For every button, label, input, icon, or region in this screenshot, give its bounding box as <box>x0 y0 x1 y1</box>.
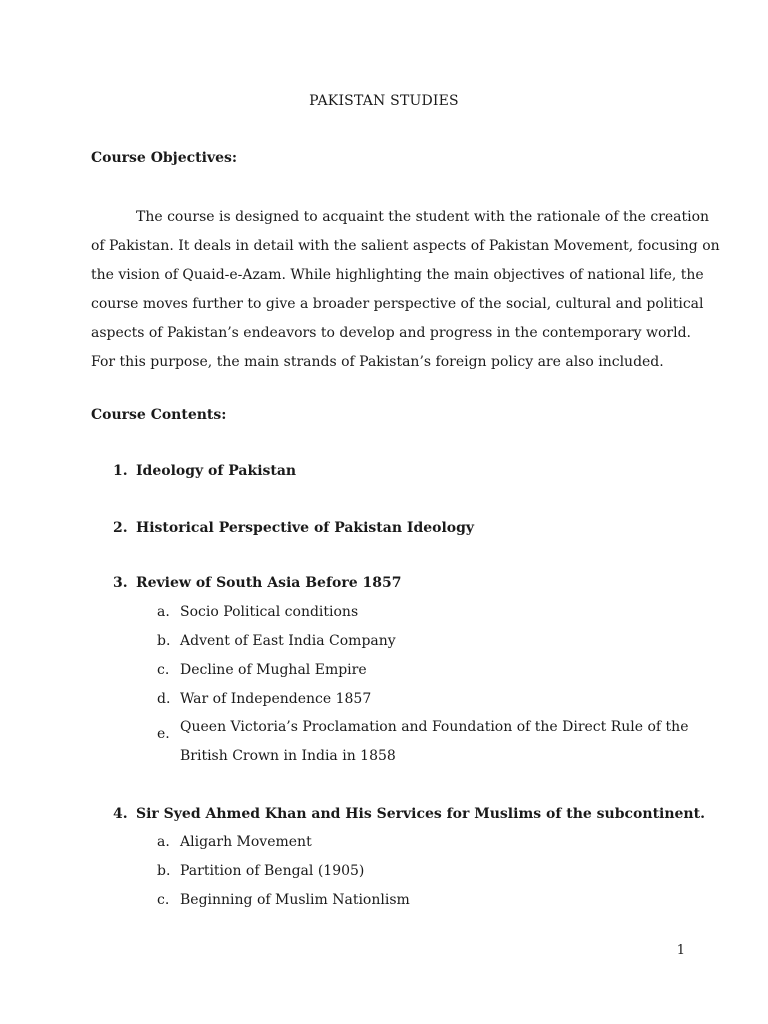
sub-item-text: Advent of East India Company <box>180 633 396 649</box>
paragraph-line: The course is designed to acquaint the student with the rationale of the creation <box>136 209 710 225</box>
document-title: PAKISTAN STUDIES <box>309 93 459 109</box>
item-label: Historical Perspective of Pakistan Ideology <box>136 520 475 536</box>
content-item-2 <box>113 520 474 536</box>
paragraph-line: course moves further to give a broader perspective of the social, cultural and political <box>91 296 704 312</box>
sub-item-line: Queen Victoria’s Proclamation and Foundation of the Direct Rule of the <box>180 719 689 735</box>
item-label: Review of South Asia Before 1857 <box>136 575 402 591</box>
sub-item <box>157 691 371 707</box>
paragraph-line: For this purpose, the main strands of Pakistan’s foreign policy are also included. <box>91 354 664 370</box>
objectives-paragraph <box>91 203 720 377</box>
sub-item <box>157 834 312 850</box>
sub-item-text: Socio Political conditions <box>180 604 359 620</box>
sub-item-text: War of Independence 1857 <box>180 691 372 707</box>
sub-item <box>157 633 396 649</box>
contents-heading: Course Contents: <box>91 407 227 423</box>
sub-item-letter: d. <box>157 691 171 707</box>
sub-item-letter: a. <box>157 834 170 850</box>
item-label: Sir Syed Ahmed Khan and His Services for Muslims of the subcontinent. <box>136 806 705 822</box>
sub-item <box>157 604 358 620</box>
item-number: 1. <box>113 463 128 479</box>
page-number: 1 <box>676 943 685 958</box>
sub-item <box>157 713 689 771</box>
sub-item-letter: b. <box>157 863 171 879</box>
item-number: 3. <box>113 575 128 591</box>
sub-item-line: British Crown in India in 1858 <box>180 748 396 764</box>
sub-item-text: Beginning of Muslim Nationlism <box>180 892 410 908</box>
sub-item-letter: c. <box>157 892 170 908</box>
sub-item-text <box>180 713 689 771</box>
sub-item <box>157 863 364 879</box>
item-label: Ideology of Pakistan <box>136 463 297 479</box>
content-item-4 <box>113 806 705 822</box>
sub-item-text: Aligarh Movement <box>180 834 312 850</box>
item-number: 2. <box>113 520 128 536</box>
sub-item-text: Decline of Mughal Empire <box>180 662 367 678</box>
sub-item-letter: b. <box>157 633 171 649</box>
content-item-3 <box>113 575 401 591</box>
paragraph-line: the vision of Quaid-e-Azam. While highlighting the main objectives of national life, the <box>91 267 704 283</box>
sub-item <box>157 892 410 908</box>
sub-item-letter: c. <box>157 662 170 678</box>
paragraph-line: aspects of Pakistan’s endeavors to develop and progress in the contemporary world. <box>91 325 692 341</box>
objectives-heading: Course Objectives: <box>91 150 238 166</box>
content-item-1 <box>113 463 296 479</box>
sub-item-letter: e. <box>157 726 170 742</box>
sub-item-text: Partition of Bengal (1905) <box>180 863 365 879</box>
item-number: 4. <box>113 806 128 822</box>
paragraph-line: of Pakistan. It deals in detail with the salient aspects of Pakistan Movement, focusing on <box>91 238 720 254</box>
sub-item-letter: a. <box>157 604 170 620</box>
sub-item <box>157 662 367 678</box>
